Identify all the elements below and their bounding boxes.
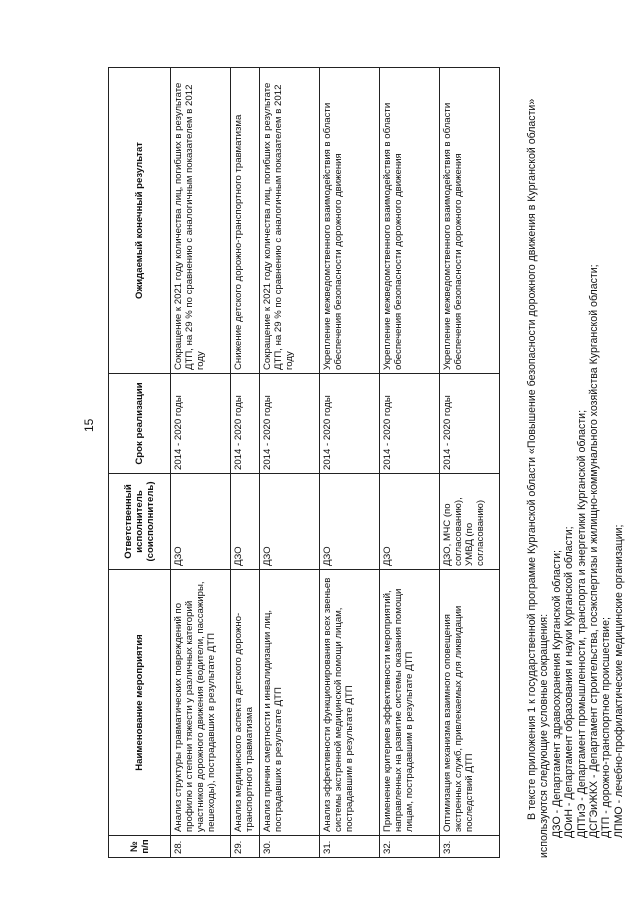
table-row — [380, 68, 440, 858]
row-result: Укрепление межведомственного взаимодействия в области обеспечения безопасности дорожного движения — [380, 68, 440, 374]
table-row — [440, 68, 500, 858]
header-result: Ожидаемый конечный результат — [109, 68, 171, 374]
row-executor: ДЗО — [320, 474, 380, 570]
row-num: 32. — [380, 836, 440, 858]
row-result: Укрепление межведомственного взаимодействия в области обеспечения безопасности дорожного движения — [440, 68, 500, 374]
measures-table — [108, 67, 500, 858]
table-row — [171, 68, 231, 858]
header-name: Наименование мероприятия — [109, 570, 171, 836]
table-row — [231, 68, 260, 858]
row-result: Снижение детского дорожно-транспортного травматизма — [231, 68, 260, 374]
abbreviation-item: ДСГЭиЖКХ - Департамент строительства, госэкспертизы и жилищно-коммунального хозяйства Курганской области; — [588, 264, 601, 838]
row-name: Анализ причин смертности и инвалидизации лиц, пострадавших в результате ДТП — [260, 570, 320, 836]
row-result: Сокращение к 2021 году количества лиц, погибших в результате ДТП, на 29 % по сравнению с аналогичным показателем в 2012 году — [260, 68, 320, 374]
row-num: 29. — [231, 836, 260, 858]
table-row — [260, 68, 320, 858]
row-executor: ДЗО, МЧС (по согласованию), УМВД (по согласованию) — [440, 474, 500, 570]
row-name: Оптимизация механизма взаимного оповещения экстренных служб, привлекаемых для ликвидации последствий ДТП — [440, 570, 500, 836]
row-name: Применение критериев эффективности мероприятий, направленных на развитие системы оказания помощи лицам, пострадавшим в результате ДТП — [380, 570, 440, 836]
abbreviation-item: ДЗО - Департамент здравоохранения Курганской области; — [550, 550, 563, 838]
row-term: 2014 - 2020 годы — [320, 374, 380, 474]
row-result: Сокращение к 2021 году количества лиц, погибших в результате ДТП, на 29 % по сравнению с аналогичным показателем в 2012 году — [171, 68, 231, 374]
abbreviation-item: ДОиН - Департамент образования и науки Курганской области; — [563, 526, 576, 838]
row-num: 31. — [320, 836, 380, 858]
row-num: 33. — [440, 836, 500, 858]
row-term: 2014 - 2020 годы — [231, 374, 260, 474]
row-name: Анализ эффективности функционирования всех звеньев системы экстренной медицинской помощи лицам, пострадавшим в результате ДТП — [320, 570, 380, 836]
abbreviation-item: ЛПМО - лечебно-профилактические медицинские организации; — [612, 524, 625, 838]
header-num: № п/п — [109, 836, 171, 858]
row-term: 2014 - 2020 годы — [260, 374, 320, 474]
row-term: 2014 - 2020 годы — [171, 374, 231, 474]
row-executor: ДЗО — [171, 474, 231, 570]
row-num: 30. — [260, 836, 320, 858]
notes-intro: В тексте приложения 1 к государственной программе Курганской области «Повышение безопасности дорожного движения в Курганской области» используются следующие условные сокращения: — [526, 98, 551, 858]
row-executor: ДЗО — [260, 474, 320, 570]
header-term: Срок реализации — [109, 374, 171, 474]
table-row — [320, 68, 380, 858]
row-name: Анализ медицинского аспекта детского дорожно-транспортного травматизма — [231, 570, 260, 836]
row-term: 2014 - 2020 годы — [380, 374, 440, 474]
row-executor: ДЗО — [231, 474, 260, 570]
table-header-row — [109, 68, 171, 858]
abbreviation-list — [551, 68, 625, 838]
rotated-page-content — [108, 68, 625, 858]
header-executor: Ответственный исполнитель (соисполнитель) — [109, 474, 171, 570]
abbreviation-item: ДПТиЭ - Департамент промышленности, транспорта и энергетики Курганской области; — [575, 409, 588, 838]
abbreviations-notes — [526, 68, 625, 858]
abbreviation-item: ДТП - дорожно-транспортное происшествие; — [600, 617, 613, 838]
page-number: 15 — [82, 418, 96, 432]
row-num: 28. — [171, 836, 231, 858]
row-result: Укрепление межведомственного взаимодействия в области обеспечения безопасности дорожного движения — [320, 68, 380, 374]
row-name: Анализ структуры травматических повреждений по профилю и степени тяжести у различных категорий участников дорожного движения (водители, пассажиры, пешеходы), пострадавших в результате ДТП — [171, 570, 231, 836]
row-executor: ДЗО — [380, 474, 440, 570]
row-term: 2014 - 2020 годы — [440, 374, 500, 474]
